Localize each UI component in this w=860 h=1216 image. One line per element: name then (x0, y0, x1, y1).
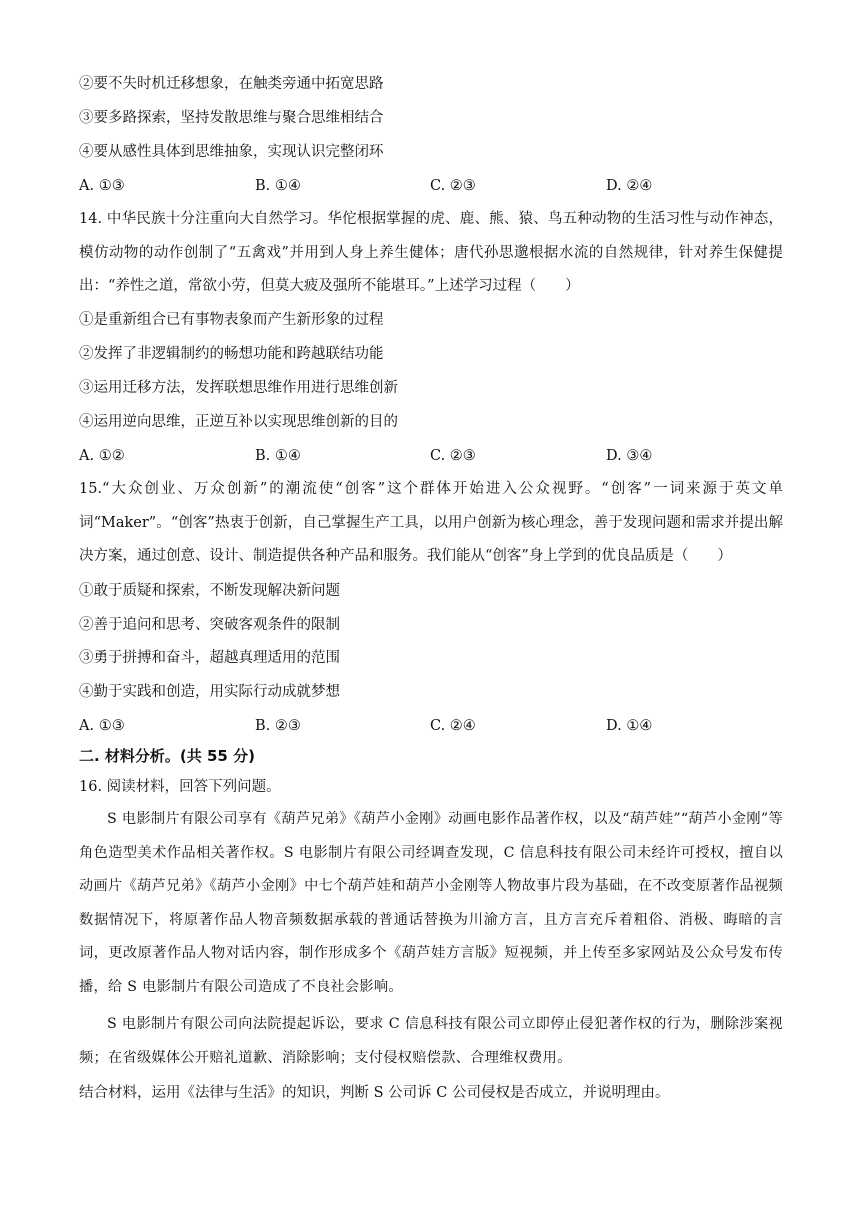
q14-option-c: C. ②③ (430, 448, 476, 464)
q15-item-3: ③勇于拼搏和奋斗，超越真理适用的范围 (79, 650, 340, 666)
q14-item-2: ②发挥了非逻辑制约的畅想功能和跨越联结功能 (79, 346, 384, 362)
q14-stem: 14. 中华民族十分注重向大自然学习。华佗根据掌握的虎、鹿、熊、猿、鸟五种动物的生活习性与动作神态，模仿动物的动作创制了“五禽戏”并用到人身上养生健体；唐代孙思邈根据水流的自然规律，针对养生保健提出：“养性之道，常欲小劳，但莫大疲及强所不能堪耳。”上述学习过程（ ） (79, 211, 783, 295)
q15-option-c: C. ②④ (430, 718, 476, 734)
q15-item-2: ②善于追问和思考、突破客观条件的限制 (79, 617, 340, 633)
q14-item-4: ④运用逆向思维，正逆互补以实现思维创新的目的 (79, 414, 398, 430)
q15-option-a: A. ①③ (79, 718, 125, 734)
q15-stem: 15.“大众创业、万众创新”的潮流使“创客”这个群体开始进入公众视野。“创客”一词来源于英文单词“Maker”。“创客”热衷于创新，自己掌握生产工具，以用户创新为核心理念，善于发现问题和需求并提出解决方案，通过创意、设计、制造提供各种产品和服务。我们能从“创客”身上学到的优良品质是（ ） (79, 481, 783, 565)
q16-material-paragraph-2: S 电影制片有限公司向法院提起诉讼，要求 C 信息科技有限公司立即停止侵犯著作权的行为，删除涉案视频；在省级媒体公开赔礼道歉、消除影响；支付侵权赔偿款、合理维权费用。 (79, 1016, 783, 1066)
q14-item-3: ③运用迁移方法，发挥联想思维作用进行思维创新 (79, 380, 398, 396)
q16-material-paragraph-1: S 电影制片有限公司享有《葫芦兄弟》《葫芦小金刚》动画电影作品著作权，以及“葫芦娃”“葫芦小金刚”等角色造型美术作品相关著作权。S 电影制片有限公司经调查发现，C 信息科技有限公司未经许可授权，擅自以动画片《葫芦兄弟》《葫芦小金刚》中七个葫芦娃和葫芦小金刚等人物故事片段为基础，在不改变原著作品视频数据情况下，将原著作品人物音频数据承载的普通话替换为川渝方言，且方言充斥着粗俗、消极、晦暗的言词，更改原著作品人物对话内容，制作形成多个《葫芦娃方言版》短视频，并上传至多家网站及公众号发布传播，给 S 电影制片有限公司造成了不良社会影响。 (79, 811, 783, 995)
q16-question: 结合材料，运用《法律与生活》的知识，判断 S 公司诉 C 公司侵权是否成立，并说明理由。 (79, 1085, 670, 1101)
q14-item-1: ①是重新组合已有事物表象而产生新形象的过程 (79, 312, 384, 328)
q15-option-b: B. ②③ (255, 718, 301, 734)
q13-item-3: ③要多路探索，坚持发散思维与聚合思维相结合 (79, 110, 384, 126)
q13-item-4: ④要从感性具体到思维抽象，实现认识完整闭环 (79, 144, 384, 160)
q13-option-d: D. ②④ (606, 178, 653, 194)
q13-option-b: B. ①④ (255, 178, 301, 194)
q13-option-c: C. ②③ (430, 178, 476, 194)
q16-intro: 16. 阅读材料，回答下列问题。 (79, 779, 281, 795)
q14-option-a: A. ①② (79, 448, 125, 464)
q15-option-d: D. ①④ (606, 718, 653, 734)
q13-item-2: ②要不失时机迁移想象，在触类旁通中拓宽思路 (79, 76, 384, 92)
q14-option-d: D. ③④ (606, 448, 653, 464)
q13-option-a: A. ①③ (79, 178, 125, 194)
q15-item-4: ④勤于实践和创造，用实际行动成就梦想 (79, 684, 340, 700)
q14-option-b: B. ①④ (255, 448, 301, 464)
section-heading: 二. 材料分析。(共 55 分) (79, 747, 255, 765)
q15-item-1: ①敢于质疑和探索，不断发现解决新问题 (79, 583, 340, 599)
